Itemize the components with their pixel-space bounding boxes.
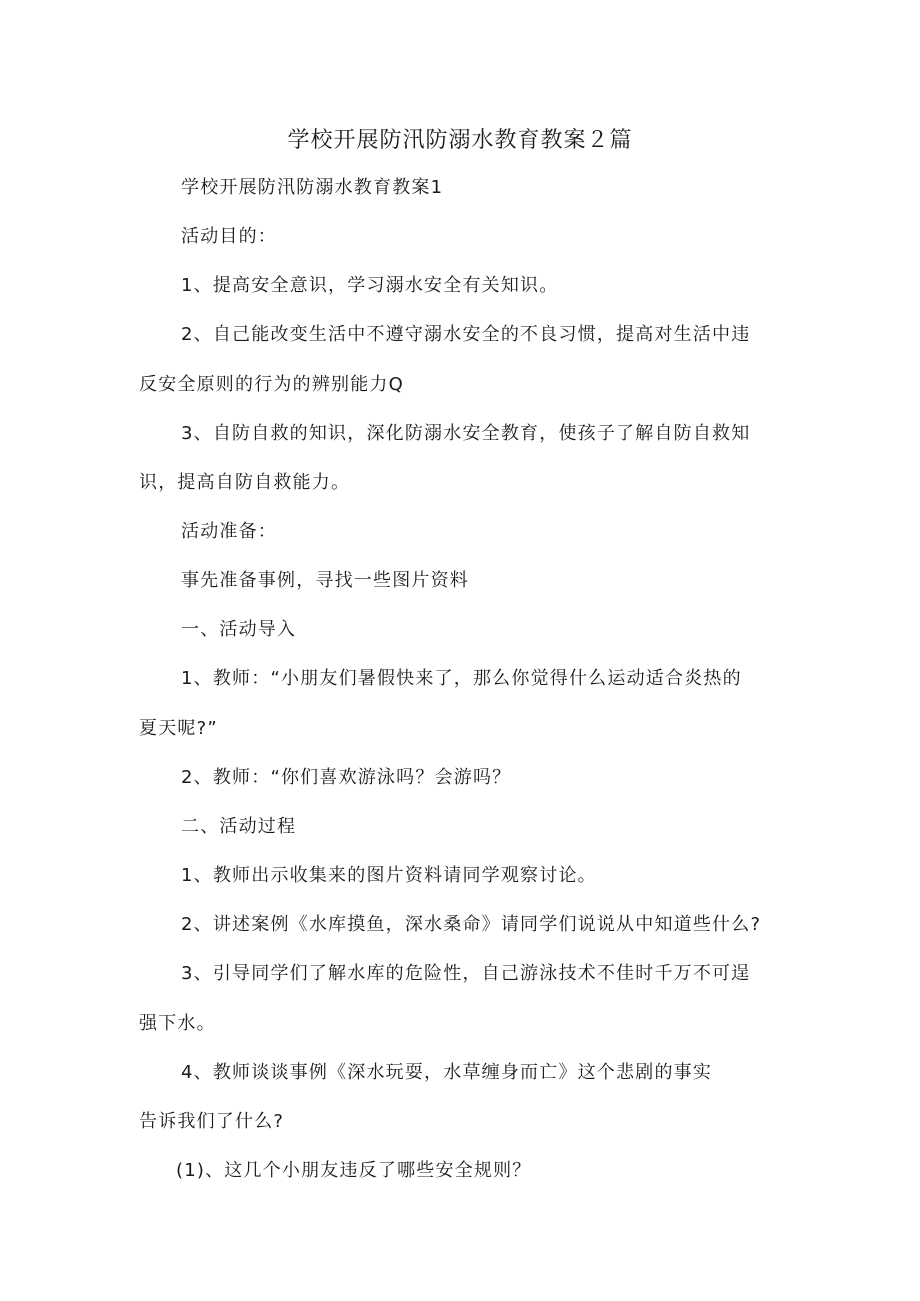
paragraph: 1、教师出示收集来的图片资料请同学观察讨论。	[181, 865, 597, 886]
paragraph: 3、引导同学们了解水库的危险性，自己游泳技术不佳时千万不可逞	[181, 963, 751, 984]
paragraph-continuation: 强下水。	[139, 1013, 216, 1034]
section-heading: 二、活动过程	[181, 816, 297, 837]
paragraph: 2、自己能改变生活中不遵守溺水安全的不良习惯，提高对生活中违	[181, 324, 751, 345]
paragraph: 4、教师谈谈事例《深水玩耍，水草缠身而亡》这个悲剧的事实	[181, 1062, 713, 1083]
paragraph: 1、提高安全意识，学习溺水安全有关知识。	[181, 275, 559, 296]
paragraph: 事先准备事例，寻找一些图片资料	[181, 570, 469, 591]
paragraph-continuation: 识，提高自防自救能力。	[139, 472, 351, 493]
paragraph-continuation: 反安全原则的行为的辨别能力Q	[139, 374, 404, 395]
paragraph: 1、教师：“小朋友们暑假快来了，那么你觉得什么运动适合炎热的	[181, 668, 742, 689]
paragraph: 2、教师：“你们喜欢游泳吗？会游吗？	[181, 767, 512, 788]
paragraph: 2、讲述案例《水库摸鱼，深水桑命》请同学们说说从中知道些什么?	[181, 914, 762, 935]
document-title: 学校开展防汛防溺水教育教案２篇	[287, 128, 633, 153]
paragraph: (1)、这几个小朋友违反了哪些安全规则？	[176, 1160, 532, 1181]
section-heading: 一、活动导入	[181, 619, 297, 640]
paragraph: 3、自防自救的知识，深化防溺水安全教育，使孩子了解自防自救知	[181, 423, 751, 444]
paragraph: 活动准备：	[181, 521, 277, 542]
paragraph-continuation: 夏天呢?”	[139, 718, 218, 739]
paragraph: 活动目的：	[181, 226, 277, 247]
section-heading: 学校开展防汛防溺水教育教案1	[181, 177, 444, 198]
paragraph-continuation: 告诉我们了什么?	[139, 1111, 285, 1132]
